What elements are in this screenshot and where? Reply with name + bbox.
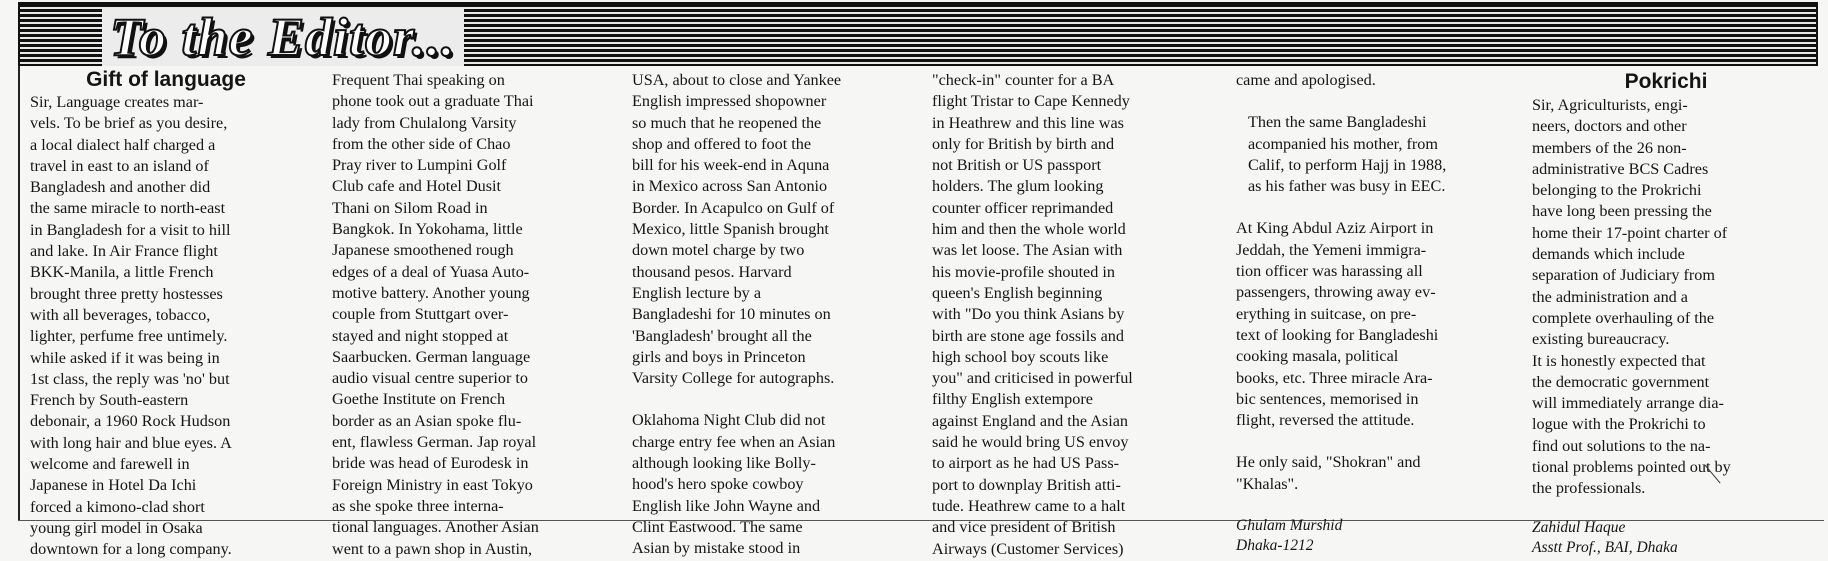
paragraph [1236, 112, 1504, 197]
text-line: queen's English beginning [932, 283, 1103, 302]
text-line: in Bangladesh for a visit to hill [30, 220, 231, 239]
text-line: cooking masala, political [1236, 347, 1399, 366]
text-line: shop and offered to foot the [632, 134, 812, 153]
text-line: logue with the Prokrichi to [1532, 415, 1706, 434]
text-line: with "Do you think Asians by [932, 305, 1125, 324]
text-line: hood's hero spoke cowboy [632, 475, 804, 494]
text-line: bic sentences, memorised in [1236, 389, 1419, 408]
text-line: ent, flawless German. Jap royal [332, 433, 537, 452]
text-line: books, etc. Three miracle Ara- [1236, 368, 1433, 387]
text-line: Oklahoma Night Club did not [632, 411, 826, 430]
text-line: "Khalas". [1236, 474, 1299, 493]
text-line: travel in east to an island of [30, 156, 209, 175]
text-line: 'Bangladesh' brought all the [632, 326, 812, 345]
text-line: erything in suitcase, on pre- [1236, 304, 1417, 323]
text-line: Bangladesh and another did [30, 178, 211, 197]
paragraph [1532, 351, 1800, 500]
text-line: Club cafe and Hotel Dusit [332, 177, 502, 196]
text-line: bill for his week-end in Aquna [632, 156, 830, 175]
text-line: you" and criticised in powerful [932, 369, 1133, 388]
text-line: Saarbucken. German language [332, 347, 531, 366]
text-line: Mexico, little Spanish brought [632, 220, 829, 239]
text-line: brought three pretty hostesses [30, 284, 223, 303]
text-line: phone took out a graduate Thai [332, 92, 534, 111]
signature-place: Dhaka-1212 [1236, 537, 1314, 555]
text-line: charge entry fee when an Asian [632, 432, 836, 451]
text-line: said he would bring US envoy [932, 433, 1129, 452]
text-line: and lake. In Air France flight [30, 242, 218, 261]
text-line: downtown for a long company. [30, 540, 232, 559]
text-line: members of the 26 non- [1532, 138, 1687, 157]
text-line: USA, about to close and Yankee [632, 71, 842, 89]
text-line: Asian by mistake stood in [632, 539, 801, 558]
text-line: Japanese smoothened rough [332, 241, 514, 260]
signature-name: Zahidul Haque [1532, 518, 1626, 536]
text-line: separation of Judiciary from [1532, 266, 1715, 285]
text-line: high school boy scouts like [932, 347, 1109, 366]
text-line: debonair, a 1960 Rock Hudson [30, 412, 231, 431]
text-line: Sir, Language creates mar- [30, 93, 204, 111]
text-line: Jeddah, the Yemeni immigra- [1236, 240, 1427, 259]
paragraph [1532, 95, 1800, 351]
text-line: as his father was busy in EEC. [1248, 177, 1446, 196]
text-line: birth are stone age fossils and [932, 326, 1124, 345]
banner-title: To the Editor... [102, 8, 464, 66]
text-line: vels. To be brief as you desire, [30, 114, 228, 133]
text-line: Then the same Bangladeshi [1248, 113, 1427, 132]
text-line: Border. In Acapulco on Gulf of [632, 198, 835, 217]
text-line: forced a kimono-clad short [30, 497, 205, 516]
text-line: holders. The glum looking [932, 177, 1104, 196]
text-line: have long been pressing the [1532, 202, 1712, 221]
text-line: passengers, throwing away ev- [1236, 283, 1436, 302]
text-line: flight, reversed the attitude. [1236, 411, 1415, 430]
text-line: Varsity College for autographs. [632, 369, 835, 388]
paragraph [1236, 218, 1504, 431]
text-line: the democratic government [1532, 372, 1710, 391]
text-line: Clint Eastwood. The same [632, 517, 803, 536]
text-line: to airport as he had US Pass- [932, 454, 1120, 473]
text-line: At King Abdul Aziz Airport in [1236, 219, 1434, 238]
text-line: will immediately arrange dia- [1532, 394, 1724, 413]
text-line: him and then the whole world [932, 220, 1126, 239]
text-line: counter officer reprimanded [932, 198, 1114, 217]
text-line: BKK-Manila, a little French [30, 263, 214, 282]
text-line: tional languages. Another Asian [332, 518, 539, 537]
text-line: only for British by birth and [932, 134, 1115, 153]
text-line: so much that he reopened the [632, 113, 822, 132]
text-line: against England and the Asian [932, 411, 1129, 430]
text-line: not British or US passport [932, 156, 1102, 175]
text-line: filthy English extempore [932, 390, 1093, 409]
text-line: French by South-eastern [30, 391, 189, 410]
text-line: tude. Heathrew came to a halt [932, 496, 1126, 515]
text-line: and vice president of British [932, 518, 1116, 537]
text-line: bride was head of Eurodesk in [332, 454, 529, 473]
text-line: He only said, "Shokran" and [1236, 453, 1421, 472]
text-line: Bangladeshi for 10 minutes on [632, 305, 831, 324]
column-text [932, 70, 1204, 560]
text-line: was let loose. The Asian with [932, 241, 1123, 260]
text-line: in Mexico across San Antonio [632, 177, 828, 196]
text-line: administrative BCS Cadres [1532, 159, 1709, 178]
text-line: belonging to the Prokrichi [1532, 181, 1702, 200]
text-line: a local dialect half charged a [30, 135, 216, 154]
text-line: audio visual centre superior to [332, 369, 528, 388]
text-line: demands which include [1532, 245, 1685, 264]
text-line: It is honestly expected that [1532, 351, 1706, 370]
text-line: Thani on Silom Road in [332, 198, 488, 217]
column-6 [1532, 70, 1800, 558]
letter-heading: Pokrichi [1624, 70, 1708, 93]
column-text [332, 70, 610, 560]
text-line: Sir, Agriculturists, engi- [1532, 96, 1688, 114]
text-line: with long hair and blue eyes. A [30, 433, 232, 452]
text-line: tion officer was harassing all [1236, 262, 1423, 281]
text-line: tional problems pointed out by [1532, 458, 1731, 477]
signature-name: Ghulam Murshid [1236, 517, 1343, 535]
text-line: motive battery. Another young [332, 283, 530, 302]
text-line: neers, doctors and other [1532, 117, 1687, 136]
text-line: English like John Wayne and [632, 496, 821, 515]
text-line: port to downplay British atti- [932, 475, 1121, 494]
column-4 [932, 70, 1204, 560]
text-line: Foreign Ministry in east Tokyo [332, 475, 533, 494]
text-line: flight Tristar to Cape Kennedy [932, 92, 1130, 111]
text-line: thousand pesos. Harvard [632, 262, 792, 281]
paragraph [1236, 70, 1504, 91]
text-line: existing bureaucracy. [1532, 330, 1670, 349]
text-line: Japanese in Hotel Da Ichi [30, 476, 197, 495]
text-line: edges of a deal of Yuasa Auto- [332, 262, 530, 281]
text-line: as she spoke three interna- [332, 496, 504, 515]
signature-title: Asstt Prof., BAI, Dhaka [1532, 538, 1678, 556]
text-line: Frequent Thai speaking on [332, 71, 505, 89]
text-line: text of looking for Bangladeshi [1236, 325, 1439, 344]
text-line: welcome and farewell in [30, 455, 190, 474]
text-line: in Heathrew and this line was [932, 113, 1124, 132]
text-line: home their 17-point charter of [1532, 223, 1728, 242]
text-line: acompanied his mother, from [1248, 134, 1438, 153]
text-line: the administration and a [1532, 287, 1688, 306]
text-line: English lecture by a [632, 283, 762, 302]
paragraph [632, 70, 902, 389]
text-line: stayed and night stopped at [332, 326, 509, 345]
text-line: with all beverages, tobacco, [30, 305, 211, 324]
paragraph [1236, 452, 1504, 495]
paragraph [632, 410, 902, 559]
text-line: Goethe Institute on French [332, 390, 506, 409]
text-line: lady from Chulalong Varsity [332, 113, 517, 132]
text-line: from the other side of Chao [332, 134, 511, 153]
text-line: couple from Stuttgart over- [332, 305, 509, 324]
text-line: find out solutions to the na- [1532, 436, 1711, 455]
text-line: English impressed shopowner [632, 92, 827, 111]
column-2 [332, 70, 610, 560]
text-line: border as an Asian spoke flu- [332, 411, 522, 430]
text-line: young girl model in Osaka [30, 518, 203, 537]
column-1 [30, 68, 302, 561]
column-text [30, 92, 302, 561]
text-line: Calif, to perform Hajj in 1988, [1248, 155, 1447, 174]
text-line: although looking like Bolly- [632, 454, 816, 473]
text-line: 1st class, the reply was 'no' but [30, 369, 230, 388]
text-line: girls and boys in Princeton [632, 347, 806, 366]
text-line: "check-in" counter for a BA [932, 71, 1115, 89]
letter-heading: Gift of language [86, 68, 246, 91]
text-line: went to a pawn shop in Austin, [332, 539, 533, 558]
text-line: his movie-profile shouted in [932, 262, 1115, 281]
text-line: complete overhauling of the [1532, 308, 1715, 327]
editor-banner [18, 2, 1818, 66]
column-3 [632, 70, 902, 560]
column-5 [1236, 70, 1504, 556]
text-line: the same miracle to north-east [30, 199, 226, 218]
text-line: Airways (Customer Services) [932, 539, 1124, 558]
text-line: lighter, perfume free untimely. [30, 327, 228, 346]
text-line: Pray river to Lumpini Golf [332, 156, 507, 175]
text-line: the professionals. [1532, 479, 1646, 498]
text-line: down motel charge by two [632, 241, 805, 260]
text-line: Bangkok. In Yokohama, little [332, 220, 523, 239]
text-line: while asked if it was being in [30, 348, 220, 367]
text-line: came and apologised. [1236, 71, 1376, 89]
left-border-rule [18, 66, 20, 520]
